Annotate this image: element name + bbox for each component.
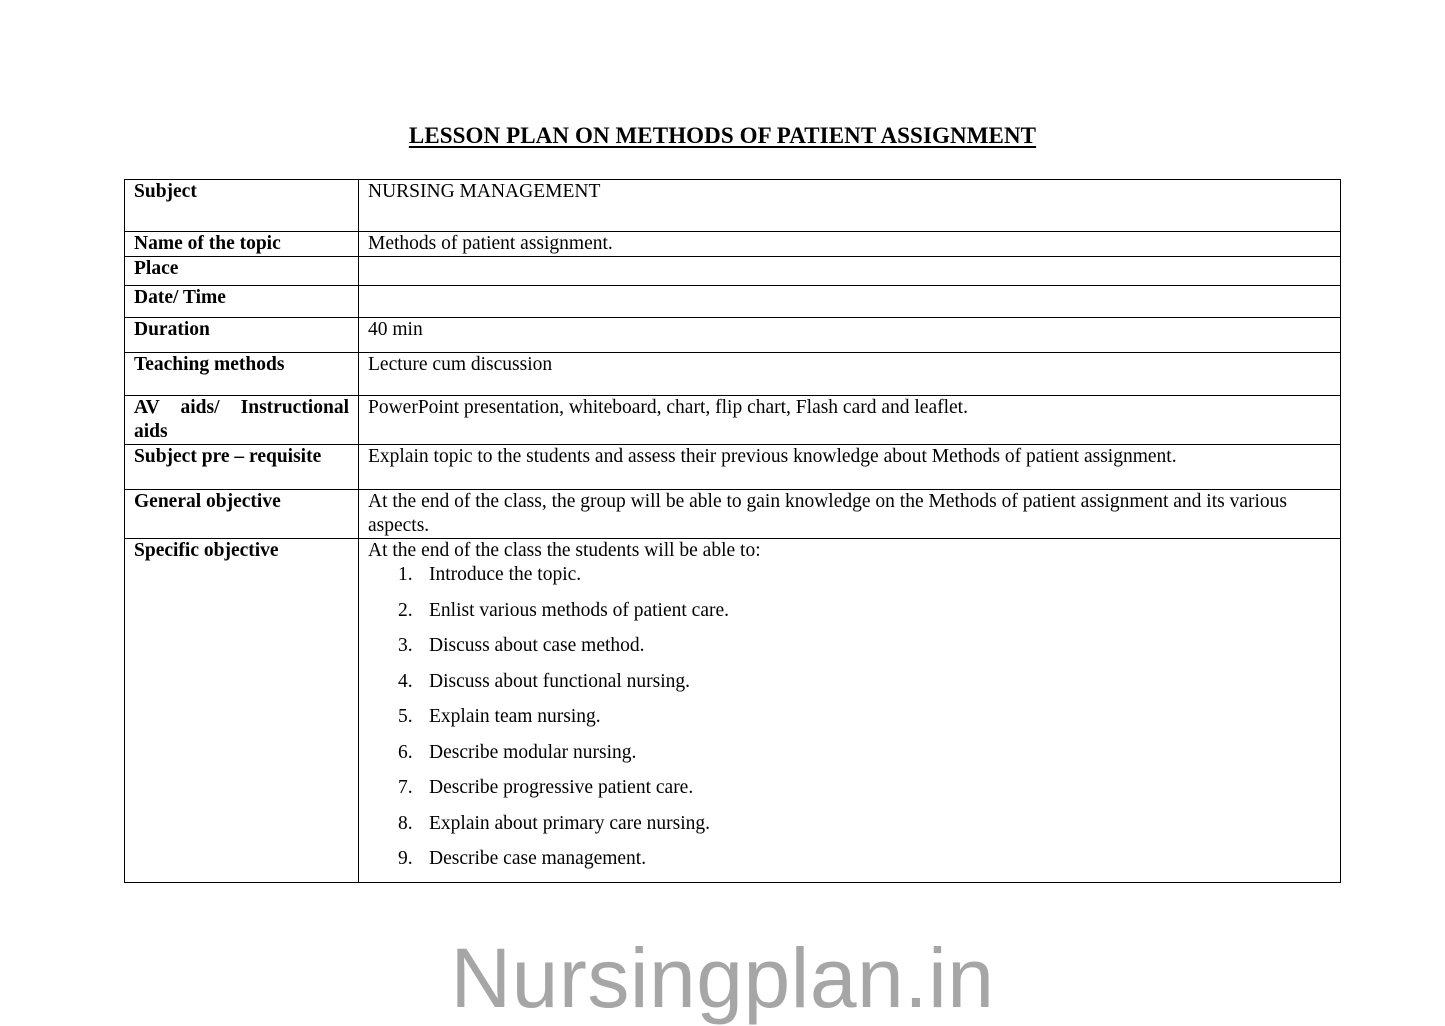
lesson-plan-table bbox=[124, 179, 1341, 883]
table-row-duration bbox=[125, 318, 1341, 353]
row-value: At the end of the class, the group will be able to gain knowledge on the Methods of patient assignment and its various aspects. bbox=[359, 490, 1341, 539]
row-label: Place bbox=[125, 257, 359, 286]
row-value bbox=[359, 257, 1341, 286]
list-item: Describe modular nursing. bbox=[429, 741, 637, 763]
row-value: NURSING MANAGEMENT bbox=[359, 180, 1341, 232]
row-value: 40 min bbox=[359, 318, 1341, 353]
table-row-teaching-methods bbox=[125, 353, 1341, 396]
row-label bbox=[125, 396, 359, 445]
specific-objective-intro: At the end of the class the students will be able to: bbox=[368, 540, 761, 561]
table-row-subject bbox=[125, 180, 1341, 232]
row-label: Date/ Time bbox=[125, 286, 359, 318]
row-label: Subject bbox=[125, 180, 359, 232]
row-label-line: aids bbox=[134, 421, 168, 442]
table-row-av-aids bbox=[125, 396, 1341, 445]
document-title: LESSON PLAN ON METHODS OF PATIENT ASSIGNMENT bbox=[408, 123, 1037, 148]
list-item: Enlist various methods of patient care. bbox=[429, 599, 730, 621]
row-label: Name of the topic bbox=[125, 232, 359, 257]
list-item: Explain about primary care nursing. bbox=[429, 812, 711, 834]
list-item: Introduce the topic. bbox=[429, 564, 582, 585]
table-row-topic bbox=[125, 232, 1341, 257]
table-row-specific-objective bbox=[125, 539, 1341, 883]
row-value: Lecture cum discussion bbox=[359, 353, 1341, 396]
row-value bbox=[359, 539, 1341, 883]
row-value: PowerPoint presentation, whiteboard, chart, flip chart, Flash card and leaflet. bbox=[359, 396, 1341, 445]
table-row-place bbox=[125, 257, 1341, 286]
row-label: Teaching methods bbox=[125, 353, 359, 396]
row-label-line: AV aids/ Instructional bbox=[134, 397, 349, 418]
watermark-text: Nursingplan.in bbox=[450, 931, 995, 1025]
table-row-date-time bbox=[125, 286, 1341, 318]
specific-objectives-list bbox=[368, 563, 1331, 871]
list-item: Describe progressive patient care. bbox=[429, 777, 694, 798]
list-item: Discuss about case method. bbox=[429, 635, 645, 656]
row-label: Duration bbox=[125, 318, 359, 353]
row-label: Specific objective bbox=[125, 539, 359, 883]
list-item: Discuss about functional nursing. bbox=[429, 670, 691, 692]
row-label: Subject pre – requisite bbox=[125, 445, 359, 490]
row-value: Explain topic to the students and assess their previous knowledge about Methods of patient assignment. bbox=[359, 445, 1341, 490]
list-item: Explain team nursing. bbox=[429, 706, 601, 727]
table-row-general-objective bbox=[125, 490, 1341, 539]
list-item: Describe case management. bbox=[429, 848, 647, 869]
row-value: Methods of patient assignment. bbox=[359, 232, 1341, 257]
row-label: General objective bbox=[125, 490, 359, 539]
row-value bbox=[359, 286, 1341, 318]
table-row-prerequisite bbox=[125, 445, 1341, 490]
